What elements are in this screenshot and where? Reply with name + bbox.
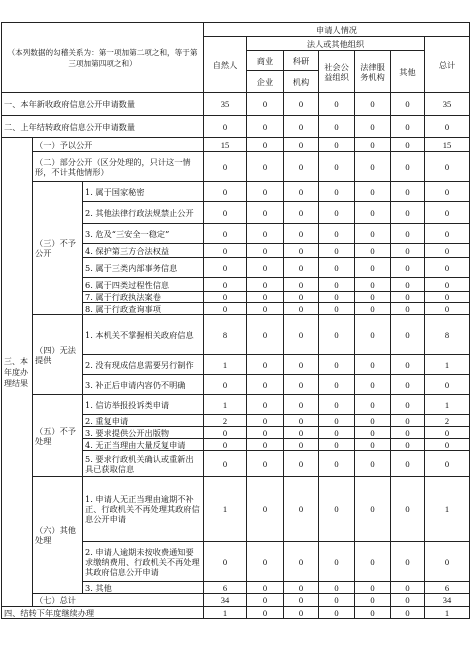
value-cell: 0 xyxy=(355,415,391,427)
value-cell: 0 xyxy=(355,395,391,415)
row-label: 3. 要求提供公开出版物 xyxy=(83,427,204,439)
table-row xyxy=(2,315,470,355)
value-cell: 0 xyxy=(391,93,425,116)
row-label: 3. 危及“三安全一稳定” xyxy=(83,224,204,244)
value-cell: 0 xyxy=(284,116,319,138)
value-cell: 1 xyxy=(204,355,247,375)
other-org-header: 其他 xyxy=(391,51,425,93)
value-cell: 0 xyxy=(204,152,247,182)
row-label: （一）予以公开 xyxy=(33,138,204,152)
total-header: 总计 xyxy=(425,37,470,93)
value-cell: 0 xyxy=(391,116,425,138)
value-cell: 0 xyxy=(425,258,470,278)
value-cell: 0 xyxy=(247,582,284,594)
value-cell: 0 xyxy=(247,315,284,355)
value-cell: 0 xyxy=(391,607,425,619)
row-label: 6. 属于四类过程性信息 xyxy=(83,278,204,292)
row-label: 4. 保护第三方合法权益 xyxy=(83,244,204,258)
value-cell: 0 xyxy=(355,138,391,152)
value-cell: 0 xyxy=(355,202,391,224)
value-cell: 0 xyxy=(319,355,355,375)
row-label: 1. 信访举报投诉类申请 xyxy=(83,395,204,415)
value-cell: 0 xyxy=(284,451,319,477)
value-cell: 0 xyxy=(355,258,391,278)
value-cell: 0 xyxy=(319,278,355,292)
value-cell: 0 xyxy=(247,244,284,258)
value-cell: 0 xyxy=(204,258,247,278)
value-cell: 0 xyxy=(247,375,284,395)
value-cell: 0 xyxy=(355,375,391,395)
row-label: 1. 本机关不掌握相关政府信息 xyxy=(83,315,204,355)
value-cell: 0 xyxy=(319,258,355,278)
value-cell: 15 xyxy=(425,138,470,152)
value-cell: 0 xyxy=(247,278,284,292)
value-cell: 0 xyxy=(247,439,284,451)
value-cell: 0 xyxy=(284,258,319,278)
value-cell: 0 xyxy=(284,477,319,542)
value-cell: 0 xyxy=(319,607,355,619)
value-cell: 0 xyxy=(319,582,355,594)
value-cell: 0 xyxy=(204,439,247,451)
value-cell: 0 xyxy=(319,451,355,477)
row-label: 5. 要求行政机关确认或重新出具已获取信息 xyxy=(83,451,204,477)
social-org-header: 社会公益组织 xyxy=(319,51,355,93)
value-cell: 6 xyxy=(204,582,247,594)
value-cell: 0 xyxy=(204,427,247,439)
value-cell: 0 xyxy=(284,182,319,202)
value-cell: 0 xyxy=(355,93,391,116)
group-label: （六）其他处理 xyxy=(33,477,83,594)
value-cell: 0 xyxy=(247,395,284,415)
value-cell: 0 xyxy=(247,451,284,477)
value-cell: 0 xyxy=(247,415,284,427)
applicant-header: 申请人情况 xyxy=(204,23,470,37)
value-cell: 0 xyxy=(425,375,470,395)
natural-person-header: 自然人 xyxy=(204,37,247,93)
value-cell: 0 xyxy=(319,315,355,355)
value-cell: 1 xyxy=(425,607,470,619)
row-label: 4. 无正当理由大量反复申请 xyxy=(83,439,204,451)
value-cell: 0 xyxy=(355,355,391,375)
row-label: 2. 重复申请 xyxy=(83,415,204,427)
value-cell: 8 xyxy=(204,315,247,355)
value-cell: 0 xyxy=(355,182,391,202)
row-label: 1. 属于国家秘密 xyxy=(83,182,204,202)
value-cell: 0 xyxy=(319,477,355,542)
value-cell: 0 xyxy=(247,292,284,303)
value-cell: 0 xyxy=(284,93,319,116)
value-cell: 0 xyxy=(391,138,425,152)
value-cell: 0 xyxy=(355,315,391,355)
value-cell: 0 xyxy=(284,355,319,375)
value-cell: 0 xyxy=(391,258,425,278)
value-cell: 0 xyxy=(204,224,247,244)
value-cell: 0 xyxy=(355,303,391,315)
value-cell: 0 xyxy=(425,202,470,224)
value-cell: 0 xyxy=(355,427,391,439)
value-cell: 0 xyxy=(204,375,247,395)
value-cell: 0 xyxy=(247,427,284,439)
table-row xyxy=(2,116,470,138)
value-cell: 0 xyxy=(355,542,391,582)
value-cell: 0 xyxy=(204,116,247,138)
value-cell: 0 xyxy=(284,292,319,303)
value-cell: 0 xyxy=(319,152,355,182)
value-cell: 0 xyxy=(425,224,470,244)
value-cell: 0 xyxy=(319,292,355,303)
value-cell: 0 xyxy=(391,202,425,224)
value-cell: 0 xyxy=(247,258,284,278)
value-cell: 0 xyxy=(247,93,284,116)
value-cell: 0 xyxy=(391,427,425,439)
value-cell: 0 xyxy=(425,278,470,292)
value-cell: 0 xyxy=(247,224,284,244)
business-header-bottom: 企业 xyxy=(247,71,284,93)
value-cell: 0 xyxy=(425,116,470,138)
value-cell: 0 xyxy=(355,607,391,619)
value-cell: 1 xyxy=(425,355,470,375)
value-cell: 0 xyxy=(204,542,247,582)
value-cell: 0 xyxy=(391,439,425,451)
value-cell: 0 xyxy=(391,542,425,582)
value-cell: 0 xyxy=(284,439,319,451)
value-cell: 0 xyxy=(319,439,355,451)
value-cell: 0 xyxy=(391,182,425,202)
value-cell: 0 xyxy=(284,542,319,582)
value-cell: 1 xyxy=(425,477,470,542)
row-label: 四、结转下年度继续办理 xyxy=(2,607,204,619)
value-cell: 0 xyxy=(284,315,319,355)
value-cell: 0 xyxy=(355,116,391,138)
value-cell: 0 xyxy=(391,224,425,244)
value-cell: 0 xyxy=(425,182,470,202)
value-cell: 0 xyxy=(391,278,425,292)
value-cell: 0 xyxy=(284,152,319,182)
value-cell: 0 xyxy=(319,542,355,582)
value-cell: 0 xyxy=(425,244,470,258)
value-cell: 0 xyxy=(319,93,355,116)
value-cell: 0 xyxy=(391,244,425,258)
value-cell: 35 xyxy=(425,93,470,116)
value-cell: 0 xyxy=(319,427,355,439)
value-cell: 0 xyxy=(284,244,319,258)
value-cell: 0 xyxy=(284,594,319,607)
value-cell: 0 xyxy=(204,451,247,477)
row-label: 2. 申请人逾期未按收费通知要求缴纳费用、行政机关不再处理其政府信息公开申请 xyxy=(83,542,204,582)
value-cell: 8 xyxy=(425,315,470,355)
value-cell: 0 xyxy=(284,607,319,619)
value-cell: 0 xyxy=(425,542,470,582)
value-cell: 0 xyxy=(319,303,355,315)
value-cell: 0 xyxy=(355,244,391,258)
value-cell: 0 xyxy=(284,138,319,152)
value-cell: 0 xyxy=(319,594,355,607)
value-cell: 0 xyxy=(247,542,284,582)
value-cell: 0 xyxy=(425,303,470,315)
value-cell: 0 xyxy=(284,375,319,395)
value-cell: 34 xyxy=(425,594,470,607)
value-cell: 2 xyxy=(425,415,470,427)
value-cell: 0 xyxy=(425,152,470,182)
value-cell: 0 xyxy=(284,427,319,439)
value-cell: 0 xyxy=(391,415,425,427)
value-cell: 0 xyxy=(319,116,355,138)
table-row xyxy=(2,607,470,619)
value-cell: 0 xyxy=(247,303,284,315)
table-row xyxy=(2,152,470,182)
value-cell: 1 xyxy=(204,607,247,619)
value-cell: 0 xyxy=(319,415,355,427)
table-row xyxy=(2,93,470,116)
value-cell: 0 xyxy=(355,439,391,451)
section-3-label: 三、本年度办理结果 xyxy=(2,138,33,607)
value-cell: 0 xyxy=(319,224,355,244)
row-label: 一、本年新收政府信息公开申请数量 xyxy=(2,93,204,116)
value-cell: 0 xyxy=(247,594,284,607)
value-cell: 0 xyxy=(391,395,425,415)
value-cell: 0 xyxy=(391,594,425,607)
value-cell: 0 xyxy=(319,395,355,415)
value-cell: 0 xyxy=(284,582,319,594)
row-label: （七）总计 xyxy=(33,594,204,607)
value-cell: 0 xyxy=(319,244,355,258)
table-row xyxy=(2,182,470,202)
value-cell: 0 xyxy=(355,582,391,594)
table-row xyxy=(2,395,470,415)
value-cell: 0 xyxy=(284,278,319,292)
value-cell: 0 xyxy=(355,224,391,244)
value-cell: 0 xyxy=(247,152,284,182)
legal-group-header: 法人或其他组织 xyxy=(247,37,425,51)
value-cell: 0 xyxy=(391,152,425,182)
table-row xyxy=(2,594,470,607)
value-cell: 0 xyxy=(284,224,319,244)
value-cell: 0 xyxy=(204,244,247,258)
value-cell: 0 xyxy=(425,451,470,477)
business-header-top: 商业 xyxy=(247,51,284,71)
value-cell: 0 xyxy=(355,278,391,292)
value-cell: 0 xyxy=(319,182,355,202)
value-cell: 0 xyxy=(284,202,319,224)
value-cell: 0 xyxy=(247,355,284,375)
research-header-bottom: 机构 xyxy=(284,71,319,93)
group-label: （五）不予处理 xyxy=(33,395,83,477)
value-cell: 0 xyxy=(425,427,470,439)
value-cell: 0 xyxy=(247,182,284,202)
value-cell: 6 xyxy=(425,582,470,594)
value-cell: 0 xyxy=(204,292,247,303)
value-cell: 0 xyxy=(355,594,391,607)
value-cell: 0 xyxy=(247,607,284,619)
value-cell: 0 xyxy=(391,315,425,355)
value-cell: 1 xyxy=(425,395,470,415)
research-header-top: 科研 xyxy=(284,51,319,71)
value-cell: 0 xyxy=(355,451,391,477)
row-label: 5. 属于三类内部事务信息 xyxy=(83,258,204,278)
value-cell: 34 xyxy=(204,594,247,607)
row-label: 7. 属于行政执法案卷 xyxy=(83,292,204,303)
value-cell: 0 xyxy=(284,415,319,427)
value-cell: 1 xyxy=(204,395,247,415)
value-cell: 0 xyxy=(284,303,319,315)
row-label: 1. 申请人无正当理由逾期不补正、行政机关不再处理其政府信息公开申请 xyxy=(83,477,204,542)
row-label: 3. 补正后申请内容仍不明确 xyxy=(83,375,204,395)
value-cell: 0 xyxy=(425,292,470,303)
value-cell: 0 xyxy=(204,278,247,292)
value-cell: 15 xyxy=(204,138,247,152)
table-row xyxy=(2,138,470,152)
value-cell: 0 xyxy=(204,202,247,224)
value-cell: 0 xyxy=(319,202,355,224)
value-cell: 0 xyxy=(355,152,391,182)
value-cell: 0 xyxy=(355,292,391,303)
value-cell: 0 xyxy=(319,138,355,152)
value-cell: 0 xyxy=(391,375,425,395)
row-label: 2. 其他法律行政法规禁止公开 xyxy=(83,202,204,224)
value-cell: 0 xyxy=(247,116,284,138)
group-label: （四）无法提供 xyxy=(33,315,83,395)
value-cell: 0 xyxy=(247,477,284,542)
value-cell: 0 xyxy=(355,477,391,542)
legal-service-header: 法律服务机构 xyxy=(355,51,391,93)
table-row xyxy=(2,477,470,542)
value-cell: 35 xyxy=(204,93,247,116)
value-cell: 0 xyxy=(247,138,284,152)
group-label: （三）不予公开 xyxy=(33,182,83,315)
value-cell: 1 xyxy=(204,477,247,542)
row-label: 3. 其他 xyxy=(83,582,204,594)
value-cell: 0 xyxy=(284,395,319,415)
value-cell: 0 xyxy=(391,582,425,594)
value-cell: 0 xyxy=(391,451,425,477)
value-cell: 0 xyxy=(391,477,425,542)
value-cell: 0 xyxy=(391,292,425,303)
disclosure-statistics-table-container xyxy=(0,22,470,619)
disclosure-statistics-table xyxy=(1,22,470,619)
value-cell: 0 xyxy=(425,439,470,451)
row-label: 2. 没有现成信息需要另行制作 xyxy=(83,355,204,375)
value-cell: 0 xyxy=(391,355,425,375)
value-cell: 2 xyxy=(204,415,247,427)
row-label: 二、上年结转政府信息公开申请数量 xyxy=(2,116,204,138)
row-label: （二）部分公开（区分处理的，只计这一情形，不计其他情形） xyxy=(33,152,204,182)
value-cell: 0 xyxy=(204,303,247,315)
row-label: 8. 属于行政查询事项 xyxy=(83,303,204,315)
value-cell: 0 xyxy=(391,303,425,315)
value-cell: 0 xyxy=(319,375,355,395)
table-note: （本列数据的勾稽关系为：第一项加第二项之和，等于第三项加第四项之和） xyxy=(2,23,204,93)
value-cell: 0 xyxy=(247,202,284,224)
value-cell: 0 xyxy=(204,182,247,202)
